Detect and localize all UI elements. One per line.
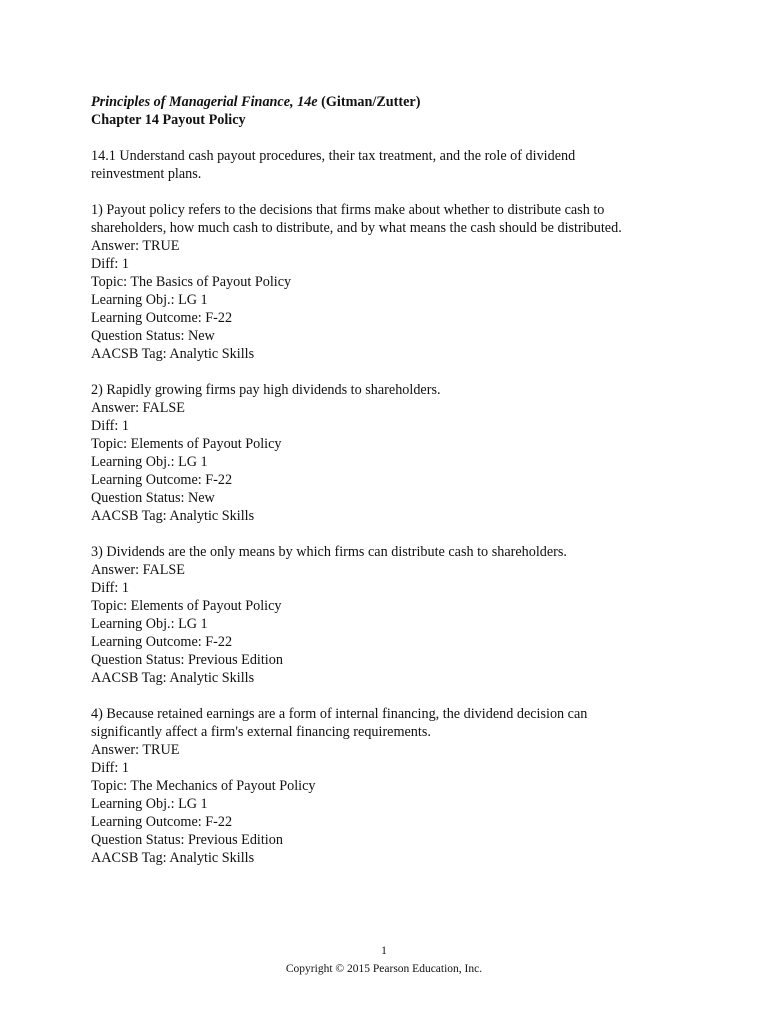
question-text: 3) Dividends are the only means by which firms can distribute cash to shareholders. — [91, 544, 567, 560]
difficulty: Diff: 1 — [91, 580, 129, 596]
answer: Answer: TRUE — [91, 742, 180, 758]
question-text: 2) Rapidly growing firms pay high dividends to shareholders. — [91, 382, 441, 398]
aacsb-tag: AACSB Tag: Analytic Skills — [91, 850, 255, 866]
page-number: 1 — [381, 945, 387, 957]
question-status: Question Status: Previous Edition — [91, 832, 283, 848]
question-text: 1) Payout policy refers to the decisions that firms make about whether to distribute cash to — [91, 202, 605, 218]
topic: Topic: The Basics of Payout Policy — [91, 274, 292, 290]
copyright-notice: Copyright © 2015 Pearson Education, Inc. — [285, 963, 483, 975]
difficulty: Diff: 1 — [91, 418, 129, 434]
question-status: Question Status: New — [91, 328, 215, 344]
learning-outcome: Learning Outcome: F-22 — [91, 814, 233, 830]
question-text: 4) Because retained earnings are a form of internal financing, the dividend decision can — [91, 706, 588, 722]
question-text: shareholders, how much cash to distribute, and by what means the cash should be distributed. — [91, 220, 622, 236]
learning-outcome: Learning Outcome: F-22 — [91, 472, 233, 488]
objective-line: reinvestment plans. — [91, 166, 202, 182]
topic: Topic: Elements of Payout Policy — [91, 598, 282, 614]
learning-outcome: Learning Outcome: F-22 — [91, 634, 233, 650]
difficulty: Diff: 1 — [91, 760, 129, 776]
aacsb-tag: AACSB Tag: Analytic Skills — [91, 670, 255, 686]
learning-outcome: Learning Outcome: F-22 — [91, 310, 233, 326]
question-text: significantly affect a firm's external financing requirements. — [91, 724, 431, 740]
learning-objective-tag: Learning Obj.: LG 1 — [91, 454, 208, 470]
question-block — [91, 381, 691, 525]
document-page — [91, 93, 691, 867]
topic: Topic: The Mechanics of Payout Policy — [91, 778, 316, 794]
answer: Answer: FALSE — [91, 400, 185, 416]
question-block — [91, 543, 691, 687]
objective-line: 14.1 Understand cash payout procedures, their tax treatment, and the role of dividend — [91, 148, 576, 164]
question-status: Question Status: New — [91, 490, 215, 506]
aacsb-tag: AACSB Tag: Analytic Skills — [91, 508, 255, 524]
answer: Answer: TRUE — [91, 238, 180, 254]
question-block — [91, 201, 691, 363]
book-title: Principles of Managerial Finance, 14e — [91, 94, 318, 110]
difficulty: Diff: 1 — [91, 256, 129, 272]
answer: Answer: FALSE — [91, 562, 185, 578]
question-status: Question Status: Previous Edition — [91, 652, 283, 668]
chapter-title: Chapter 14 Payout Policy — [91, 112, 246, 128]
learning-objective-tag: Learning Obj.: LG 1 — [91, 292, 208, 308]
question-block — [91, 705, 691, 867]
aacsb-tag: AACSB Tag: Analytic Skills — [91, 346, 255, 362]
learning-objective-tag: Learning Obj.: LG 1 — [91, 616, 208, 632]
learning-objective-tag: Learning Obj.: LG 1 — [91, 796, 208, 812]
topic: Topic: Elements of Payout Policy — [91, 436, 282, 452]
learning-objective — [91, 147, 691, 183]
book-authors: (Gitman/Zutter) — [321, 94, 421, 110]
book-title-line — [91, 93, 691, 111]
